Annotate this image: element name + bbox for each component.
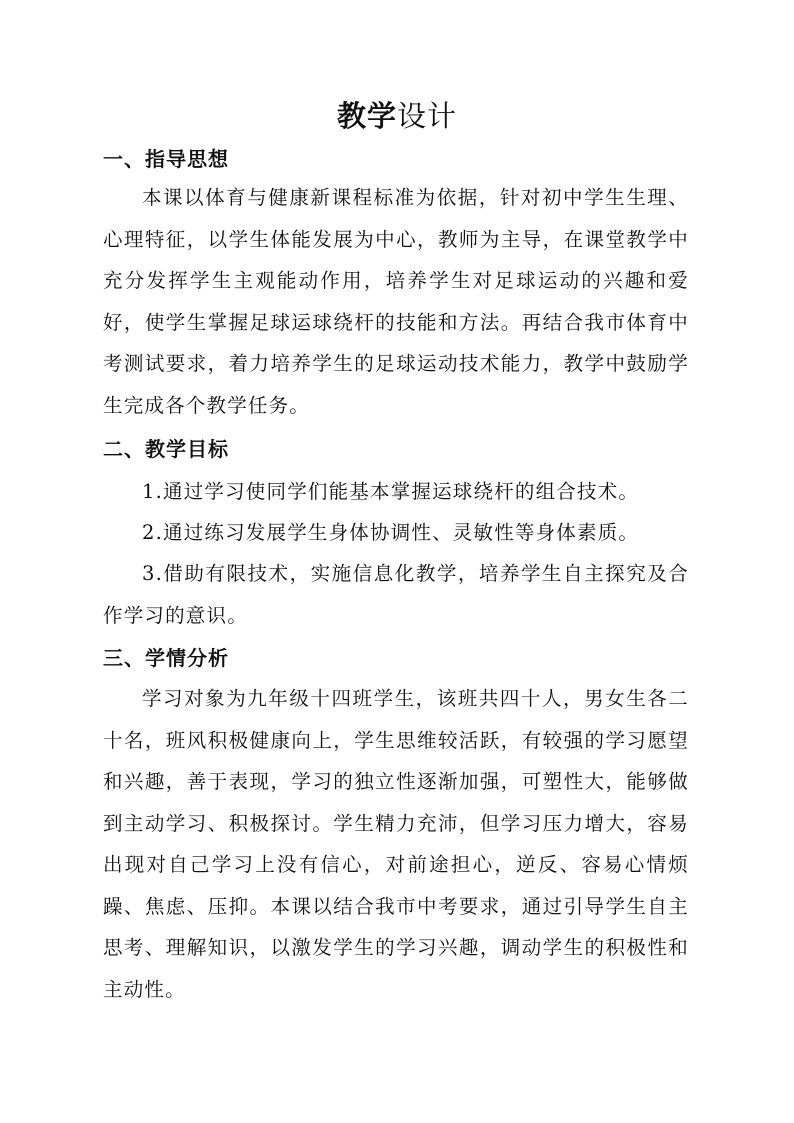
document-title [0,96,794,136]
section-heading-learner-analysis: 三、学情分析 [103,646,229,670]
section-heading-guiding-ideology: 一、指导思想 [103,147,229,171]
section-heading-teaching-goals: 二、教学目标 [103,437,229,461]
title-bold-part: 教学 [336,99,397,133]
goal-item-1: 1.通过学习使同学们能基本掌握运球绕杆的组合技术。 [142,480,640,503]
goal-item-3: 3.借助有限技术，实施信息化教学，培养学生自主探究及合作学习的意识。 [103,562,689,627]
goal-item-2: 2.通过练习发展学生身体协调性、灵敏性等身体素质。 [142,521,640,544]
section-paragraph-learner-analysis: 学习对象为九年级十四班学生，该班共四十人，男女生各二十名，班风积极健康向上，学生思维较活跃，有较强的学习愿望和兴趣，善于表现，学习的独立性逐渐加强，可塑性大，能够做到主动学习、积极探讨。学生精力充沛，但学习压力增大，容易出现对自己学习上没有信心，对前途担心，逆反、容易心情烦躁、焦虑、压抑。本课以结合我市中考要求，通过引导学生自主思考、理解知识，以激发学生的学习兴趣，调动学生的积极性和主动性。 [103,687,689,1001]
section-paragraph-guiding-ideology: 本课以体育与健康新课程标准为依据，针对初中学生生理、心理特征，以学生体能发展为中心，教师为主导，在课堂教学中充分发挥学生主观能动作用，培养学生对足球运动的兴趣和爱好，使学生掌握足球运球绕杆的技能和方法。再结合我市体育中考测试要求，着力培养学生的足球运动技术能力，教学中鼓励学生完成各个教学任务。 [103,186,689,417]
title-regular-part: 设计 [397,99,458,133]
